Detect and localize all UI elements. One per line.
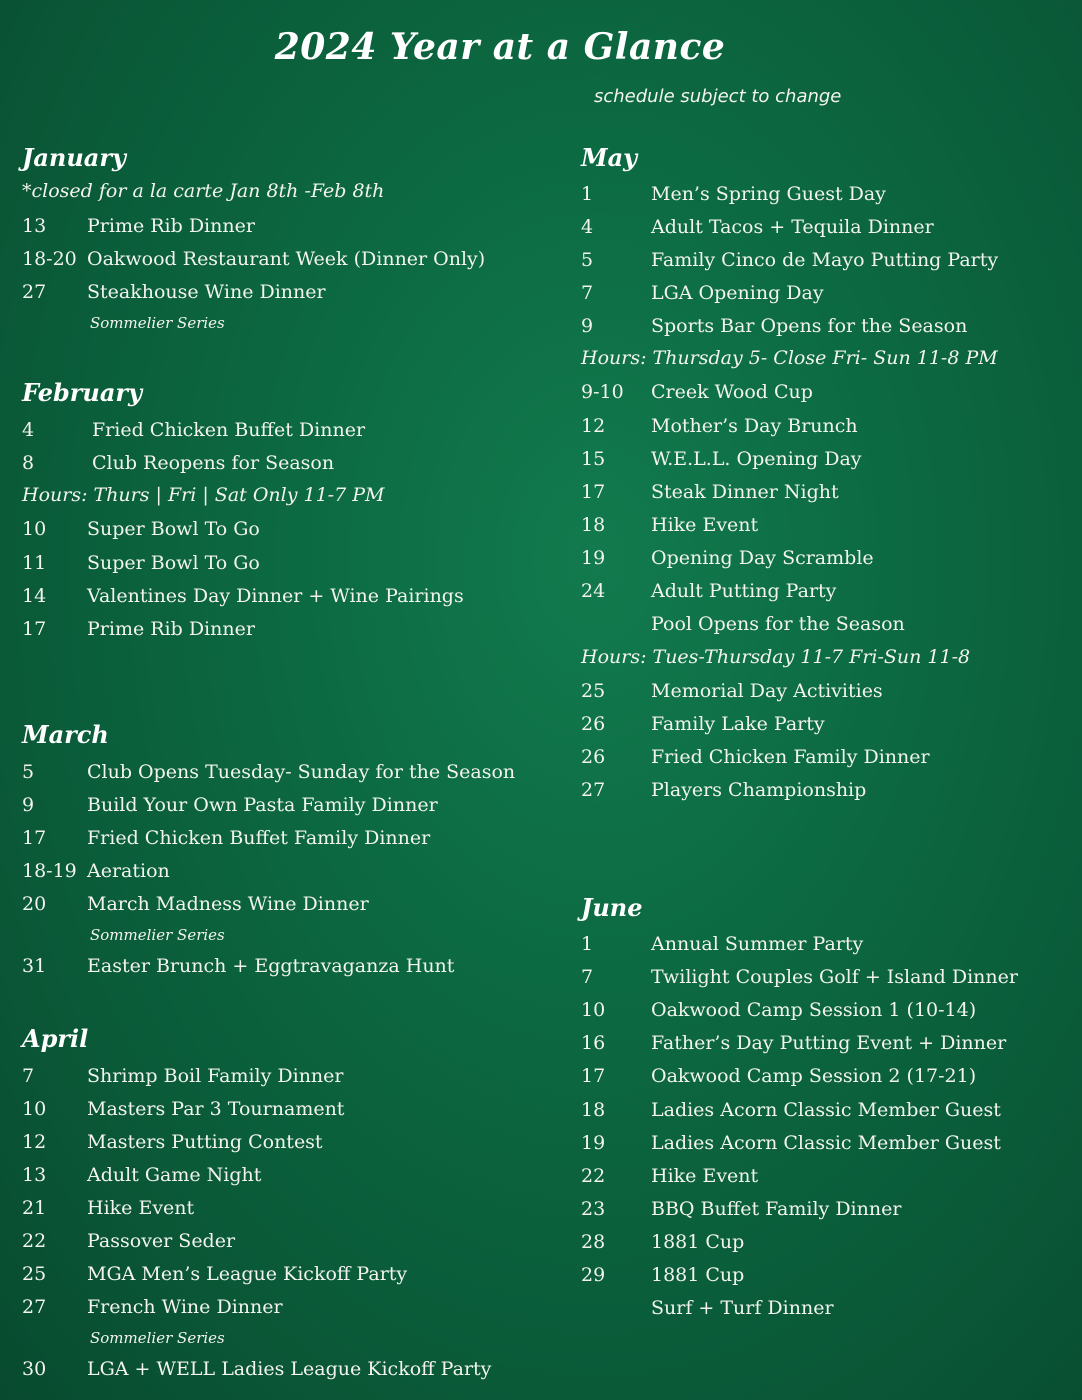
event-date: 19 <box>581 547 606 569</box>
event-name: Masters Par 3 Tournament <box>87 1098 345 1120</box>
sommelier-series-label: Sommelier Series <box>90 1329 225 1347</box>
event-name: Oakwood Camp Session 1 (10-14) <box>651 999 977 1021</box>
event-name: Ladies Acorn Classic Member Guest <box>651 1099 1001 1121</box>
event-name: MGA Men’s League Kickoff Party <box>87 1263 408 1285</box>
event-name: Club Opens Tuesday- Sunday for the Season <box>87 761 516 783</box>
page-subtitle: schedule subject to change <box>594 86 842 107</box>
event-name: 1881 Cup <box>651 1231 745 1253</box>
event-date: 7 <box>22 1065 35 1087</box>
event-date: 18 <box>581 514 606 536</box>
event-date: 7 <box>581 966 594 988</box>
event-name: Adult Tacos + Tequila Dinner <box>651 216 934 238</box>
event-date: 28 <box>581 1231 606 1253</box>
event-date: 26 <box>581 746 606 768</box>
event-date: 25 <box>581 680 606 702</box>
event-date: 13 <box>22 215 47 237</box>
event-date: 27 <box>581 779 606 801</box>
event-name: Father’s Day Putting Event + Dinner <box>651 1032 1007 1054</box>
event-date: 17 <box>22 827 47 849</box>
event-date: 22 <box>581 1165 606 1187</box>
month-heading-june: June <box>581 893 643 922</box>
event-date: 5 <box>581 249 594 271</box>
event-date: 4 <box>22 419 35 441</box>
event-date: 23 <box>581 1198 606 1220</box>
event-name: Annual Summer Party <box>651 933 864 955</box>
event-date: 17 <box>22 618 47 640</box>
event-date: 22 <box>22 1230 47 1252</box>
event-date: 27 <box>22 281 47 303</box>
event-name: Ladies Acorn Classic Member Guest <box>651 1132 1001 1154</box>
month-heading-may: May <box>581 143 638 172</box>
event-name: Family Lake Party <box>651 713 825 735</box>
event-name: Twilight Couples Golf + Island Dinner <box>651 966 1018 988</box>
event-name: Adult Game Night <box>87 1164 262 1186</box>
event-name: Hike Event <box>651 1165 759 1187</box>
month-heading-march: March <box>22 720 109 749</box>
event-name: Build Your Own Pasta Family Dinner <box>87 794 438 816</box>
event-date: 24 <box>581 580 606 602</box>
event-date: 10 <box>22 518 47 540</box>
event-date: 4 <box>581 216 594 238</box>
may-hours-pool: Hours: Tues-Thursday 11-7 Fri-Sun 11-8 <box>581 646 971 668</box>
event-date: 7 <box>581 282 594 304</box>
event-name: Players Championship <box>651 779 867 801</box>
event-date: 25 <box>22 1263 47 1285</box>
event-date: 1 <box>581 183 594 205</box>
event-name: Fried Chicken Buffet Family Dinner <box>87 827 431 849</box>
event-date: 18-20 <box>22 248 77 270</box>
event-name: Oakwood Camp Session 2 (17-21) <box>651 1065 977 1087</box>
event-date: 12 <box>581 415 606 437</box>
event-date: 26 <box>581 713 606 735</box>
event-name: LGA Opening Day <box>651 282 824 304</box>
february-hours: Hours: Thurs | Fri | Sat Only 11-7 PM <box>22 484 385 506</box>
event-name: Steakhouse Wine Dinner <box>87 281 326 303</box>
event-name: Steak Dinner Night <box>651 481 839 503</box>
event-date: 17 <box>581 481 606 503</box>
page-title: 2024 Year at a Glance <box>274 26 726 68</box>
event-name: Fried Chicken Buffet Dinner <box>92 419 366 441</box>
event-name: Mother’s Day Brunch <box>651 415 858 437</box>
event-date: 19 <box>581 1132 606 1154</box>
event-name: Hike Event <box>651 514 759 536</box>
event-name: Opening Day Scramble <box>651 547 874 569</box>
event-name: LGA + WELL Ladies League Kickoff Party <box>87 1358 492 1380</box>
event-date: 9-10 <box>581 381 624 403</box>
event-date: 8 <box>22 452 35 474</box>
event-date: 9 <box>22 794 35 816</box>
event-date: 11 <box>22 552 47 574</box>
event-date: 1 <box>581 933 594 955</box>
event-date: 31 <box>22 955 47 977</box>
event-name: W.E.L.L. Opening Day <box>651 448 862 470</box>
event-name: Prime Rib Dinner <box>87 215 255 237</box>
event-name: Aeration <box>87 860 170 882</box>
event-date: 20 <box>22 893 47 915</box>
event-date: 29 <box>581 1264 606 1286</box>
event-date: 30 <box>22 1358 47 1380</box>
event-name: Valentines Day Dinner + Wine Pairings <box>87 585 464 607</box>
event-name: BBQ Buffet Family Dinner <box>651 1198 902 1220</box>
event-date: 5 <box>22 761 35 783</box>
event-date: 21 <box>22 1197 47 1219</box>
event-name: Passover Seder <box>87 1230 236 1252</box>
event-date: 10 <box>581 999 606 1021</box>
event-name: Memorial Day Activities <box>651 680 883 702</box>
event-date: 27 <box>22 1296 47 1318</box>
event-name: Pool Opens for the Season <box>651 613 905 635</box>
event-name: Surf + Turf Dinner <box>651 1297 834 1319</box>
event-name: Prime Rib Dinner <box>87 618 255 640</box>
event-name: 1881 Cup <box>651 1264 745 1286</box>
event-name: March Madness Wine Dinner <box>87 893 369 915</box>
event-date: 12 <box>22 1131 47 1153</box>
event-name: Super Bowl To Go <box>87 518 260 540</box>
event-name: Hike Event <box>87 1197 195 1219</box>
sommelier-series-label: Sommelier Series <box>90 314 225 332</box>
event-date: 9 <box>581 315 594 337</box>
event-name: Oakwood Restaurant Week (Dinner Only) <box>87 248 486 270</box>
event-name: Easter Brunch + Eggtravaganza Hunt <box>87 955 455 977</box>
event-date: 18 <box>581 1099 606 1121</box>
january-closure-note: *closed for a la carte Jan 8th -Feb 8th <box>22 180 385 202</box>
event-date: 10 <box>22 1098 47 1120</box>
event-date: 13 <box>22 1164 47 1186</box>
event-date: 16 <box>581 1032 606 1054</box>
sommelier-series-label: Sommelier Series <box>90 926 225 944</box>
event-name: Men’s Spring Guest Day <box>651 183 886 205</box>
event-name: Masters Putting Contest <box>87 1131 323 1153</box>
event-name: Sports Bar Opens for the Season <box>651 315 968 337</box>
event-name: French Wine Dinner <box>87 1296 283 1318</box>
event-date: 15 <box>581 448 606 470</box>
event-name: Super Bowl To Go <box>87 552 260 574</box>
event-date: 17 <box>581 1065 606 1087</box>
event-name: Shrimp Boil Family Dinner <box>87 1065 344 1087</box>
may-hours-sports-bar: Hours: Thursday 5- Close Fri- Sun 11-8 PM <box>581 347 998 369</box>
event-name: Club Reopens for Season <box>92 452 335 474</box>
month-heading-january: January <box>22 143 126 172</box>
month-heading-april: April <box>22 1024 89 1053</box>
event-name: Family Cinco de Mayo Putting Party <box>651 249 999 271</box>
event-date: 14 <box>22 585 47 607</box>
event-name: Creek Wood Cup <box>651 381 813 403</box>
event-date: 18-19 <box>22 860 77 882</box>
event-name: Fried Chicken Family Dinner <box>651 746 930 768</box>
month-heading-february: February <box>22 378 143 407</box>
event-name: Adult Putting Party <box>651 580 837 602</box>
